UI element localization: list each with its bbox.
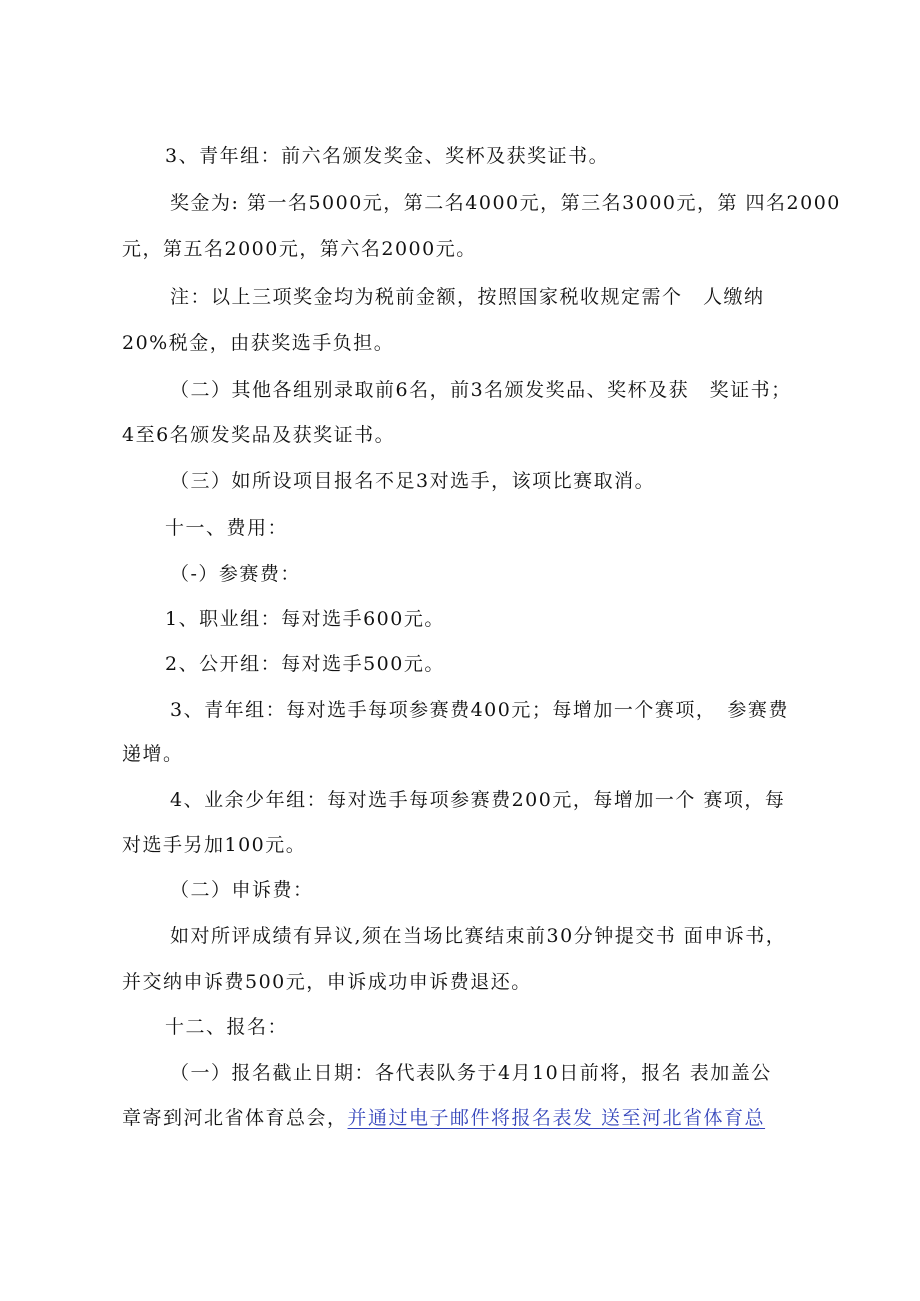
paragraph-open-fee: 2、公开组：每对选手500元。 — [165, 653, 445, 675]
email-submission-link[interactable]: 并通过电子邮件将报名表发 送至河北省体育总 — [347, 1107, 766, 1129]
subheading-appeal-fee: （二）申诉费： — [170, 879, 314, 901]
paragraph-youth-fee-cont: 递增。 — [122, 743, 184, 765]
subheading-entry-fee: （-）参赛费： — [170, 563, 301, 585]
paragraph-registration-deadline: （一）报名截止日期：各代表队务于4月10日前将，报名 表加盖公 — [170, 1062, 772, 1084]
section-heading-fees: 十一、费用： — [165, 517, 289, 539]
paragraph-tax-note: 注：以上三项奖金均为税前金额，按照国家税收规定需个 人缴纳 — [170, 286, 765, 308]
section-heading-registration: 十二、报名： — [165, 1016, 289, 1038]
paragraph-registration-deadline-cont — [122, 1106, 765, 1130]
paragraph-professional-fee: 1、职业组：每对选手600元。 — [165, 608, 445, 630]
paragraph-youth-prizes: 3、青年组：前六名颁发奖金、奖杯及获奖证书。 — [165, 145, 610, 167]
paragraph-youth-fee: 3、青年组：每对选手每项参赛费400元；每增加一个赛项， 参赛费 — [170, 699, 789, 721]
paragraph-appeal-cont: 并交纳申诉费500元，申诉成功申诉费退还。 — [122, 971, 532, 993]
paragraph-junior-fee: 4、业余少年组：每对选手每项参赛费200元，每增加一个 赛项，每 — [170, 789, 786, 811]
paragraph-junior-fee-cont: 对选手另加100元。 — [122, 834, 307, 856]
paragraph-other-groups-cont: 4至6名颁发奖品及获奖证书。 — [122, 424, 396, 446]
registration-cont-text: 章寄到河北省体育总会， — [122, 1107, 348, 1129]
paragraph-other-groups: （二）其他各组别录取前6名，前3名颁发奖品、奖杯及获 奖证书； — [170, 379, 792, 401]
paragraph-appeal: 如对所评成绩有异议,须在当场比赛结束前30分钟提交书 面申诉书， — [170, 925, 787, 947]
paragraph-cancellation: （三）如所设项目报名不足3对选手，该项比赛取消。 — [170, 470, 656, 492]
paragraph-prize-amounts-cont: 元，第五名2000元，第六名2000元。 — [122, 238, 477, 260]
paragraph-prize-amounts: 奖金为: 第一名5000元，第二名4000元，第三名3000元，第 四名2000 — [170, 192, 841, 214]
paragraph-tax-note-cont: 20%税金，由获奖选手负担。 — [122, 332, 395, 354]
